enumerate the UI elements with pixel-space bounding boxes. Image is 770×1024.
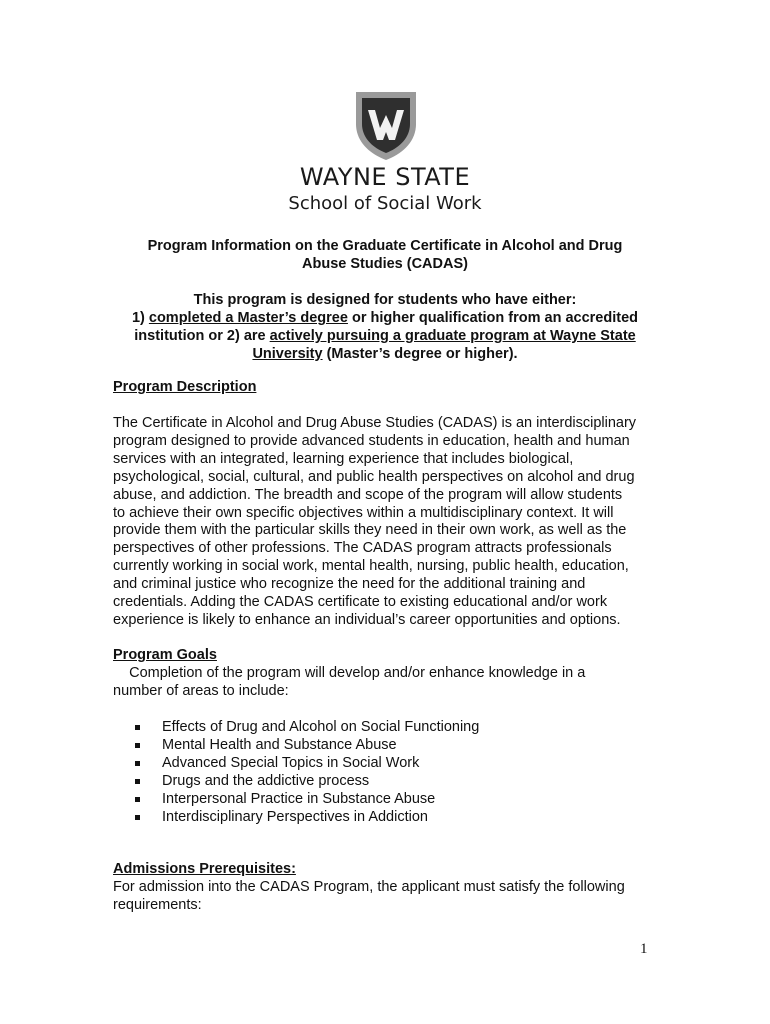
square-bullet-icon xyxy=(135,815,140,820)
program-description-heading: Program Description xyxy=(113,379,257,395)
wayne-state-w-shield-icon xyxy=(352,88,420,162)
eligibility-underlined: completed a Master’s degree xyxy=(148,310,348,326)
admissions-line: For admission into the CADAS Program, the applicant must satisfy the following xyxy=(113,879,625,895)
description-line: program designed to provide advanced students in education, health and human xyxy=(113,432,630,449)
eligibility-text: 1) xyxy=(131,310,149,326)
square-bullet-icon xyxy=(135,779,140,784)
description-line: experience is likely to enhance an individual’s career opportunities and options. xyxy=(113,611,621,628)
square-bullet-icon xyxy=(135,725,140,730)
goals-intro-line: number of areas to include: xyxy=(113,682,289,699)
description-line: and criminal justice who recognize the need for the additional training and xyxy=(113,576,586,593)
description-line: provide them with the particular skills they need in their own work, as well as the xyxy=(113,522,627,539)
title-line-2: Abuse Studies (CADAS) xyxy=(302,256,468,272)
program-description-body xyxy=(113,415,673,630)
list-item xyxy=(135,754,479,772)
university-name: WAYNE STATE xyxy=(299,163,471,191)
list-item-text: Interpersonal Practice in Substance Abuse xyxy=(162,791,436,807)
list-item-text: Effects of Drug and Alcohol on Social Functioning xyxy=(162,719,480,735)
page-number: 1 xyxy=(640,941,648,957)
list-item xyxy=(135,718,479,736)
square-bullet-icon xyxy=(135,743,140,748)
program-goals-list xyxy=(135,718,479,826)
title-line-1: Program Information on the Graduate Certificate in Alcohol and Drug xyxy=(147,238,623,254)
document-title xyxy=(100,237,670,273)
description-line: to achieve their own specific objectives within a multidisciplinary context. It will xyxy=(113,504,614,521)
list-item-text: Drugs and the addictive process xyxy=(162,773,370,789)
list-item-text: Advanced Special Topics in Social Work xyxy=(162,755,420,771)
eligibility-line-4 xyxy=(100,345,670,363)
square-bullet-icon xyxy=(135,761,140,766)
description-line: abuse, and addiction. The breadth and scope of the program will allow students xyxy=(113,486,623,503)
description-line: services with an integrated, learning experience that includes biological, xyxy=(113,450,574,467)
list-item xyxy=(135,808,479,826)
description-line: The Certificate in Alcohol and Drug Abuse Studies (CADAS) is an interdisciplinary xyxy=(113,415,637,431)
program-goals-intro xyxy=(113,665,673,701)
eligibility-line-2 xyxy=(100,309,670,327)
description-line: perspectives of other professions. The CADAS program attracts professionals xyxy=(113,540,612,557)
list-item-text: Interdisciplinary Perspectives in Addiction xyxy=(162,809,428,825)
eligibility-underlined: actively pursuing a graduate program at Wayne State xyxy=(269,328,636,344)
eligibility-line-1: This program is designed for students who have either: xyxy=(193,292,577,308)
program-goals-heading: Program Goals xyxy=(113,647,217,663)
eligibility-statement xyxy=(100,291,670,363)
admissions-heading: Admissions Prerequisites: xyxy=(113,861,296,877)
eligibility-text: or higher qualification from an accredited xyxy=(347,310,639,326)
eligibility-line-3 xyxy=(100,327,670,345)
goals-intro-line: Completion of the program will develop and/or enhance knowledge in a xyxy=(113,665,586,681)
eligibility-underlined: University xyxy=(252,346,323,362)
description-line: credentials. Adding the CADAS certificate to existing educational and/or work xyxy=(113,594,608,611)
list-item xyxy=(135,772,479,790)
description-line: psychological, social, cultural, and public health perspectives on alcohol and drug xyxy=(113,468,635,485)
list-item xyxy=(135,736,479,754)
list-item xyxy=(135,790,479,808)
list-item-text: Mental Health and Substance Abuse xyxy=(162,737,397,753)
square-bullet-icon xyxy=(135,797,140,802)
school-name: School of Social Work xyxy=(288,193,482,214)
eligibility-text: (Master’s degree or higher). xyxy=(322,346,518,362)
admissions-body xyxy=(113,879,673,915)
description-line: currently working in social work, mental health, nursing, public health, education, xyxy=(113,558,629,575)
eligibility-text: institution or 2) are xyxy=(134,328,270,344)
admissions-line: requirements: xyxy=(113,896,202,913)
